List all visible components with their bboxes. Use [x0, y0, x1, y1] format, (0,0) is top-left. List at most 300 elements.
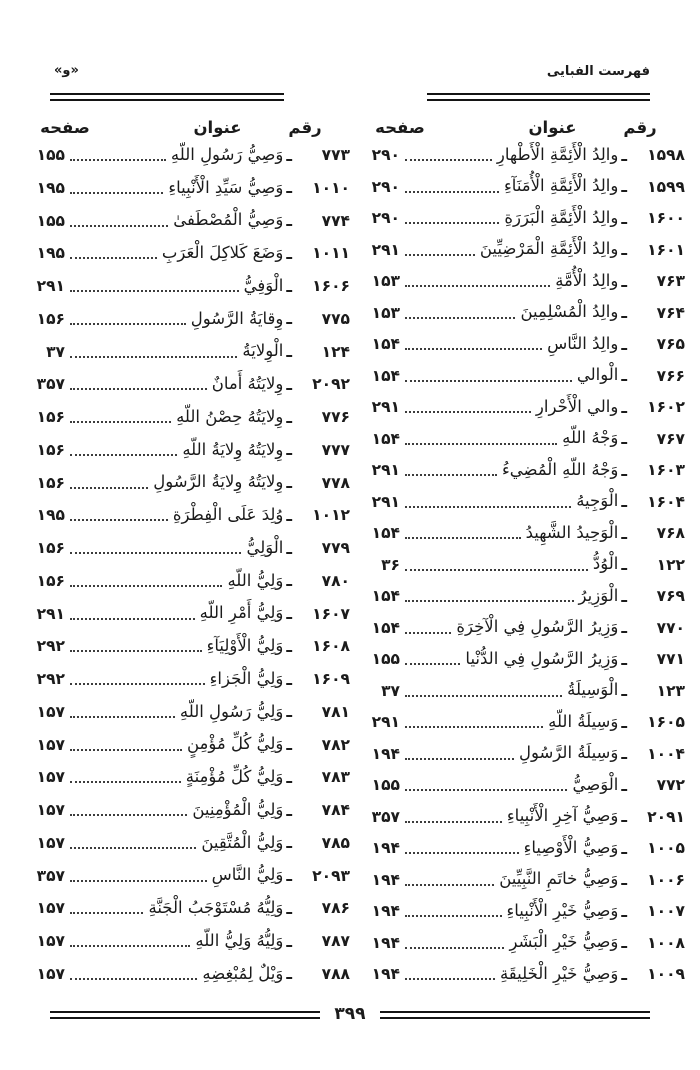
entry-title: وَلِيُّ الْمُؤْمِنِينَ: [192, 799, 284, 819]
index-entry: [360, 835, 685, 861]
entry-number: ۱۶۰۲: [647, 398, 685, 416]
index-entry: [360, 615, 685, 641]
entry-dash: ـ: [286, 636, 292, 656]
dotted-leader: [70, 749, 182, 751]
entry-title: الْوَلِيُّ: [246, 537, 284, 557]
entry-dash: ـ: [621, 366, 627, 385]
entry-title: وَصِيُّ سَيِّدِ الْأَنْبِياءِ: [168, 177, 284, 197]
entry-number: ۲۰۹۲: [312, 375, 350, 394]
index-entry: [25, 732, 350, 758]
entry-title: وَلِيُّ رَسُولِ اللّهِ: [179, 701, 284, 721]
index-entry: [25, 502, 350, 528]
entry-title: وَلِيُّ أَمْرِ اللّهِ: [199, 603, 284, 623]
entry-number: ۷۶۹: [656, 587, 685, 605]
entry-dash: ـ: [621, 838, 627, 858]
index-entry: [360, 804, 685, 830]
entry-page: ۱۵۶: [36, 309, 65, 328]
entry-page: ۱۵۳: [371, 272, 400, 290]
entry-page: ۱۵۶: [36, 539, 65, 557]
index-entry: [25, 339, 350, 365]
entry-dash: ـ: [621, 933, 627, 952]
index-entry: [25, 666, 350, 692]
index-column-left: [25, 142, 350, 987]
dotted-leader: [405, 632, 451, 634]
index-entry: [25, 928, 350, 954]
entry-number: ۷۷۱: [656, 650, 685, 668]
entry-page: ۲۹۱: [371, 398, 400, 416]
dotted-leader: [405, 254, 475, 256]
dotted-leader: [70, 618, 195, 620]
dotted-leader: [70, 421, 171, 423]
dotted-leader: [70, 257, 157, 259]
entry-number: ۲۰۹۱: [647, 807, 685, 826]
entry-title: وَزِيرُ الرَّسُولِ فِي الدُّنْيا: [465, 648, 619, 668]
entry-page: ۳۵۷: [371, 807, 400, 826]
entry-page: ۱۹۴: [371, 933, 400, 952]
index-entry: [360, 489, 685, 515]
entry-page: ۱۵۷: [36, 833, 65, 852]
entry-page: ۲۹۲: [36, 670, 65, 688]
index-column-right: [360, 142, 685, 987]
entry-number: ۷۷۸: [321, 473, 350, 492]
dotted-leader: [70, 880, 207, 882]
entry-page: ۳۵۷: [36, 866, 65, 885]
entry-title: وَجْهُ اللّهِ: [562, 428, 619, 448]
index-entry: [360, 678, 685, 704]
entry-number: ۱۲۲: [656, 555, 685, 574]
entry-number: ۷۸۸: [321, 964, 350, 983]
entry-page: ۱۵۴: [371, 429, 400, 448]
entry-title: الْوَزِيرُ: [578, 585, 619, 605]
entry-number: ۱۶۰۳: [647, 461, 685, 479]
index-entry: [360, 520, 685, 546]
index-entry: [25, 699, 350, 725]
entry-dash: ـ: [286, 276, 292, 296]
index-entry: [25, 895, 350, 921]
entry-title: وَسِيلَةُ اللّهِ: [548, 711, 619, 731]
entry-number: ۱۶۰۷: [312, 604, 350, 623]
entry-number: ۱۰۰۴: [647, 744, 685, 763]
index-entry: [360, 961, 685, 987]
entry-dash: ـ: [621, 807, 627, 826]
index-entry: [360, 930, 685, 956]
entry-dash: ـ: [621, 744, 627, 763]
entry-dash: ـ: [621, 208, 627, 228]
entry-number: ۷۷۴: [321, 211, 350, 230]
entry-title: وِلايَتُهُ حِصْنُ اللّهِ: [176, 406, 284, 426]
entry-title: وَسِيلَةُ الرَّسُولِ: [518, 743, 619, 763]
index-entry: [25, 764, 350, 790]
entry-page: ۱۵۷: [36, 964, 65, 983]
dotted-leader: [405, 821, 502, 823]
index-entry: [360, 268, 685, 294]
dotted-leader: [70, 225, 168, 227]
entry-dash: ـ: [621, 271, 627, 291]
dotted-leader: [70, 978, 197, 980]
entry-page: ۱۵۷: [36, 768, 65, 787]
entry-number: ۷۷۳: [321, 146, 350, 164]
entry-number: ۱۲۴: [321, 342, 350, 361]
entry-title: الْوِلايَةُ: [242, 341, 284, 361]
entry-page: ۲۹۱: [371, 461, 400, 479]
dotted-leader: [405, 758, 514, 760]
section-letter: «و»: [54, 63, 79, 78]
entry-title: وُلِدَ عَلَى الْفِطْرَةِ: [172, 505, 284, 524]
dotted-leader: [405, 159, 492, 161]
entry-page: ۲۹۰: [371, 146, 400, 164]
entry-number: ۱۶۰۰: [647, 209, 685, 227]
entry-dash: ـ: [621, 964, 627, 984]
dotted-leader: [405, 380, 572, 382]
entry-title: وِقايَةُ الرَّسُولِ: [190, 308, 284, 328]
entry-dash: ـ: [286, 178, 292, 198]
dotted-leader: [405, 474, 497, 476]
index-entry: [360, 772, 685, 798]
entry-dash: ـ: [621, 397, 627, 417]
entry-number: ۷۶۴: [656, 303, 685, 322]
entry-dash: ـ: [286, 374, 292, 394]
dotted-leader: [405, 789, 567, 791]
entry-number: ۷۶۷: [656, 429, 685, 448]
entry-number: ۱۰۰۵: [647, 839, 685, 857]
entry-dash: ـ: [286, 767, 292, 787]
entry-page: ۱۹۴: [371, 902, 400, 920]
entry-page: ۱۵۷: [36, 735, 65, 754]
entry-title: وَلِيُّ الْجَزاءِ: [209, 668, 284, 688]
entry-page: ۱۹۵: [36, 244, 65, 263]
footer-rule-right: [380, 1011, 650, 1019]
dotted-leader: [405, 285, 550, 287]
entry-number: ۱۰۰۶: [647, 870, 685, 889]
entry-page: ۱۵۶: [36, 440, 65, 459]
entry-page: ۱۹۴: [371, 839, 400, 857]
entry-dash: ـ: [286, 309, 292, 329]
entry-dash: ـ: [621, 240, 627, 259]
dotted-leader: [70, 847, 196, 849]
index-entry: [25, 797, 350, 823]
entry-title: الْوَفِيُّ: [243, 275, 284, 295]
entry-title: الْوَجِيهُ: [576, 491, 619, 511]
entry-dash: ـ: [621, 145, 627, 165]
index-entry: [25, 863, 350, 889]
dotted-leader: [405, 317, 515, 319]
entry-dash: ـ: [286, 800, 292, 820]
dotted-leader: [405, 443, 557, 445]
entry-number: ۷۷۷: [321, 440, 350, 459]
entry-title: والِدُ الْأَئِمَّةِ الْمَرْضِيِّينَ: [479, 239, 619, 259]
entry-number: ۱۶۰۵: [647, 713, 685, 731]
index-entry: [360, 205, 685, 231]
entry-title: والِدُ الْأَئِمَّةِ الْبَرَرَةِ: [504, 207, 619, 227]
page-footer: [25, 1005, 675, 1025]
entry-dash: ـ: [621, 555, 627, 574]
entry-page: ۱۵۶: [36, 571, 65, 590]
entry-dash: ـ: [286, 473, 292, 492]
entry-title: وَلِيُّ الْأَوْلِيَآءِ: [206, 636, 284, 655]
entry-dash: ـ: [621, 492, 627, 511]
entry-title: الْوَسِيلَةُ: [567, 680, 619, 700]
column-header-right: [360, 116, 685, 140]
entry-number: ۷۶۳: [656, 272, 685, 290]
entry-dash: ـ: [621, 303, 627, 322]
index-entry: [25, 175, 350, 201]
index-entry: [360, 867, 685, 893]
dotted-leader: [70, 781, 181, 783]
entry-dash: ـ: [286, 669, 292, 689]
entry-number: ۱۶۰۹: [312, 670, 350, 688]
entry-dash: ـ: [286, 538, 292, 558]
entry-title: والي الْأَحْرارِ: [535, 396, 619, 416]
dotted-leader: [405, 663, 460, 665]
index-entry: [25, 535, 350, 561]
entry-number: ۷۶۵: [656, 335, 685, 353]
entry-title: الْوَحِيدُ الشَّهِيدُ: [525, 522, 619, 542]
entry-title: وَصِيُّ خَيْرِ الْخَلِيقَةِ: [499, 963, 619, 983]
entry-dash: ـ: [621, 681, 627, 700]
entry-dash: ـ: [286, 407, 292, 427]
dotted-leader: [405, 569, 588, 571]
entry-title: والِدُ الْأَئِمَّةِ الْأُمَنَآءِ: [504, 176, 619, 196]
entry-title: وِلايَتُهُ أَمانٌ: [211, 374, 284, 393]
entry-number: ۷۷۹: [321, 539, 350, 557]
entry-number: ۷۸۱: [321, 702, 350, 721]
entry-number: ۱۶۰۱: [647, 240, 685, 259]
entry-title: وَلِيُّ الْمُتَّقِينَ: [201, 832, 284, 852]
entry-number: ۱۶۰۸: [312, 637, 350, 656]
entry-page: ۱۵۵: [36, 211, 65, 230]
dotted-leader: [70, 356, 237, 358]
header-number-label: رقم: [623, 118, 657, 137]
entry-dash: ـ: [621, 649, 627, 669]
entry-page: ۱۵۴: [371, 524, 400, 542]
index-entry: [360, 457, 685, 483]
dotted-leader: [405, 884, 494, 886]
entry-dash: ـ: [621, 775, 627, 795]
entry-dash: ـ: [286, 702, 292, 722]
dotted-leader: [70, 290, 239, 292]
dotted-leader: [70, 192, 163, 194]
entry-page: ۲۹۲: [36, 637, 65, 656]
entry-dash: ـ: [286, 604, 292, 623]
page-number: ۳۹۹: [334, 1004, 366, 1024]
entry-page: ۳۵۷: [36, 375, 65, 394]
entry-page: ۱۵۵: [371, 650, 400, 668]
index-entry: [360, 741, 685, 767]
dotted-leader: [405, 506, 571, 508]
entry-dash: ـ: [286, 145, 292, 165]
entry-page: ۲۹۱: [36, 604, 65, 623]
entry-title: وَصِيُّ آخِرِ الْأَنْبِياءِ: [506, 806, 619, 826]
entry-page: ۱۵۷: [36, 702, 65, 721]
entry-dash: ـ: [286, 931, 292, 951]
dotted-leader: [70, 912, 143, 914]
entry-title: والِدُ النَّاسِ: [547, 333, 619, 353]
entry-number: ۱۰۱۱: [312, 244, 350, 263]
dotted-leader: [405, 222, 499, 224]
entry-page: ۱۵۴: [371, 335, 400, 353]
entry-page: ۲۹۱: [371, 713, 400, 731]
footer-rule-left: [50, 1011, 320, 1019]
entry-page: ۳۷: [381, 681, 400, 700]
entry-title: وَصِيُّ خاتَمِ النَّبِيِّينَ: [499, 869, 619, 889]
entry-title: وِلايَتُهُ وِلايَةُ اللّهِ: [182, 439, 284, 459]
entry-page: ۲۹۰: [371, 209, 400, 227]
dotted-leader: [70, 683, 205, 685]
index-entry: [25, 568, 350, 594]
index-entry: [360, 300, 685, 326]
dotted-leader: [70, 945, 190, 947]
entry-page: ۱۵۴: [371, 618, 400, 637]
entry-dash: ـ: [621, 712, 627, 732]
entry-title: وَلِيُّهُ وَلِيُّ اللّهِ: [195, 930, 284, 950]
index-entry: [25, 208, 350, 234]
dotted-leader: [70, 585, 222, 587]
header-page-label: صفحه: [40, 118, 90, 137]
entry-number: ۷۸۷: [321, 932, 350, 950]
entry-number: ۷۸۵: [321, 833, 350, 852]
entry-dash: ـ: [286, 243, 292, 263]
dotted-leader: [70, 388, 207, 390]
entry-title: وَصِيُّ الْأَوْصِياءِ: [523, 837, 619, 857]
entry-number: ۱۰۰۷: [647, 902, 685, 920]
entry-title: وَلِيُّ النَّاسِ: [211, 865, 284, 885]
entry-title: وَزِيرُ الرَّسُولِ فِي الْآخِرَةِ: [456, 617, 619, 637]
entry-page: ۱۵۵: [371, 776, 400, 794]
entry-number: ۱۰۱۲: [312, 506, 350, 525]
entry-title: وَلِيُّ كُلِّ مُؤْمِنٍ: [187, 734, 284, 754]
entry-number: ۷۸۲: [321, 735, 350, 754]
entry-number: ۱۲۳: [656, 681, 685, 700]
dotted-leader: [70, 519, 168, 521]
index-entry: [25, 306, 350, 332]
entry-number: ۷۷۰: [656, 618, 685, 637]
index-entry: [25, 830, 350, 856]
index-entry: [360, 142, 685, 168]
entry-title: وِلايَتُهُ وِلايَةُ الرَّسُولِ: [153, 472, 284, 492]
entry-title: وَصِيُّ رَسُولِ اللّهِ: [170, 144, 284, 164]
index-entry: [25, 240, 350, 266]
entry-dash: ـ: [286, 211, 292, 230]
entry-number: ۱۶۰۴: [647, 492, 685, 511]
entry-title: والِدُ الْأُمَّةِ: [555, 270, 619, 290]
entry-number: ۱۵۹۸: [647, 146, 685, 164]
entry-page: ۱۵۷: [36, 801, 65, 819]
dotted-leader: [405, 915, 502, 917]
index-entry: [360, 394, 685, 420]
header-title-label: عنوان: [528, 118, 577, 137]
entry-title: والِدُ الْأَئِمَّةِ الْأَطْهارِ: [496, 144, 619, 164]
entry-page: ۱۹۵: [36, 506, 65, 525]
entry-number: ۷۸۰: [321, 571, 350, 590]
entry-title: وَلِيُّ كُلِّ مُؤْمِنَةٍ: [185, 767, 284, 786]
header-rule-left: [50, 93, 284, 101]
entry-dash: ـ: [286, 505, 292, 525]
entry-dash: ـ: [621, 586, 627, 606]
index-entry: [25, 601, 350, 627]
entry-page: ۱۹۴: [371, 870, 400, 889]
entry-title: وَلِيُّهُ مُسْتَوْجَبُ الْجَنَّةِ: [148, 898, 284, 917]
entry-number: ۱۰۰۹: [647, 965, 685, 983]
entry-number: ۷۷۵: [321, 309, 350, 328]
index-entry: [360, 583, 685, 609]
entry-title: الْوالي: [576, 365, 619, 385]
index-entry: [360, 237, 685, 263]
index-entry: [25, 142, 350, 168]
index-entry: [25, 371, 350, 397]
dotted-leader: [405, 695, 562, 697]
dotted-leader: [70, 716, 175, 718]
entry-dash: ـ: [286, 866, 292, 885]
entry-title: وَيْلٌ لِمُبْغِضِهِ: [202, 963, 284, 983]
entry-page: ۱۵۴: [371, 587, 400, 605]
dotted-leader: [405, 191, 499, 193]
index-entry: [360, 709, 685, 735]
entry-dash: ـ: [286, 571, 292, 591]
entry-number: ۱۵۹۹: [647, 177, 685, 196]
entry-title: وَصِيُّ خَيْرِ الْأَنْبِياءِ: [506, 900, 619, 920]
entry-dash: ـ: [621, 429, 627, 448]
entry-dash: ـ: [286, 898, 292, 918]
dotted-leader: [405, 348, 542, 350]
entry-page: ۳۷: [46, 342, 65, 361]
index-entry: [360, 552, 685, 578]
entry-dash: ـ: [286, 735, 292, 754]
entry-number: ۷۶۶: [656, 366, 685, 385]
header-title-label: عنوان: [193, 118, 242, 137]
index-entry: [25, 437, 350, 463]
entry-dash: ـ: [621, 334, 627, 354]
dotted-leader: [405, 947, 504, 949]
entry-page: ۱۵۵: [36, 146, 65, 164]
entry-page: ۲۹۱: [371, 492, 400, 511]
index-entry: [360, 646, 685, 672]
entry-dash: ـ: [621, 901, 627, 921]
entry-page: ۳۶: [381, 555, 400, 574]
index-entry: [25, 273, 350, 299]
entry-page: ۲۹۱: [36, 277, 65, 295]
dotted-leader: [70, 552, 241, 554]
entry-number: ۱۰۰۸: [647, 933, 685, 952]
header-rule-right: [427, 93, 650, 101]
dotted-leader: [70, 487, 148, 489]
entry-dash: ـ: [621, 460, 627, 480]
entry-dash: ـ: [621, 523, 627, 543]
entry-dash: ـ: [621, 870, 627, 889]
entry-dash: ـ: [621, 618, 627, 637]
entry-page: ۱۹۵: [36, 178, 65, 197]
entry-page: ۱۵۷: [36, 899, 65, 918]
index-entry: [25, 470, 350, 496]
header-page-label: صفحه: [375, 118, 425, 137]
entry-number: ۲۰۹۳: [312, 866, 350, 885]
entry-dash: ـ: [621, 177, 627, 196]
index-entry: [360, 331, 685, 357]
entry-dash: ـ: [286, 964, 292, 984]
entry-page: ۱۹۴: [371, 965, 400, 983]
dotted-leader: [405, 411, 531, 413]
entry-number: ۷۸۴: [321, 801, 350, 819]
index-entry: [360, 174, 685, 200]
entry-dash: ـ: [286, 833, 292, 853]
entry-title: الْوَصِيُّ: [572, 774, 619, 794]
entry-number: ۷۸۳: [321, 768, 350, 787]
index-entry: [25, 961, 350, 987]
entry-title: الْوُدُّ: [592, 554, 619, 574]
dotted-leader: [70, 454, 177, 456]
dotted-leader: [405, 726, 543, 728]
entry-page: ۱۵۶: [36, 408, 65, 426]
entry-dash: ـ: [286, 440, 292, 460]
